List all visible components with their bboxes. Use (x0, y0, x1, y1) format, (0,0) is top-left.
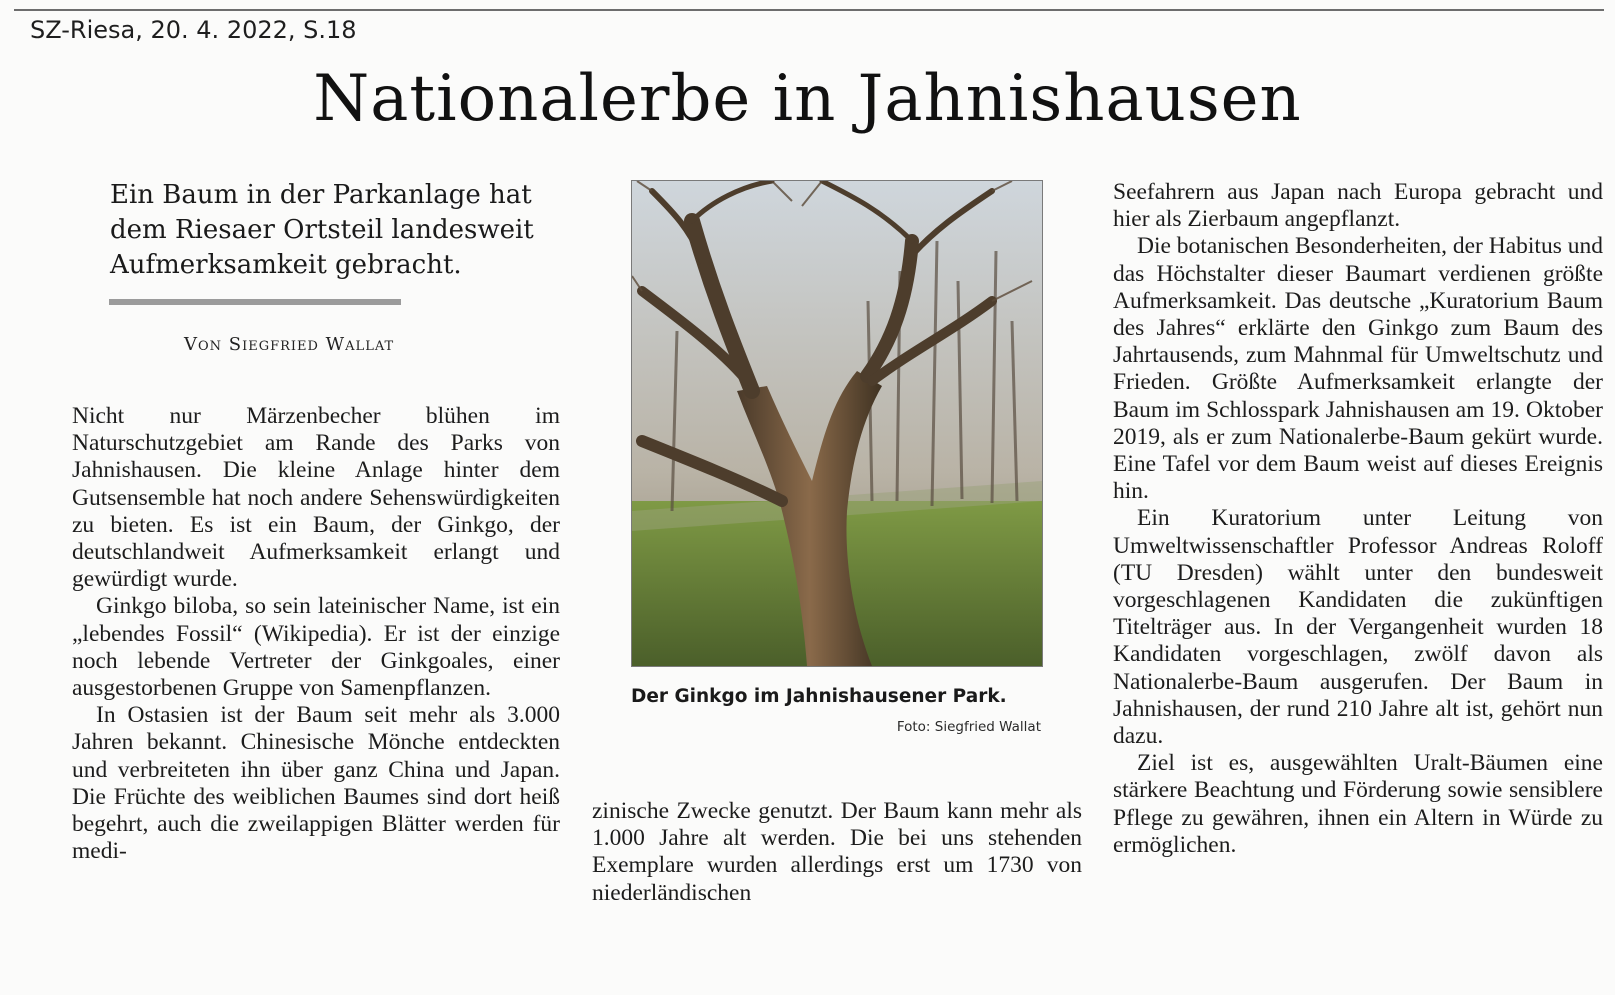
paragraph: Seefahrern aus Japan nach Europa gebracht und hier als Zierbaum angepflanzt. (1113, 179, 1603, 233)
article-column-2 (592, 798, 1082, 907)
ginkgo-tree-photo (631, 180, 1043, 667)
paragraph: In Ostasien ist der Baum seit mehr als 3.000 Jahren bekannt. Chinesische Mönche entdeckten und verbreiteten ihn über ganz China und Japan. Die Früchte des weiblichen Baumes sind dort heiß begehrt, auch die zweilappigen Blätter werden für medi- (72, 702, 560, 865)
photo-credit: Foto: Siegfried Wallat (896, 719, 1041, 735)
paragraph: Nicht nur Märzenbecher blühen im Naturschutzgebiet am Rande des Parks von Jahnishausen. Die kleine Anlage hinter dem Gutsensemble hat noch andere Sehenswürdigkeiten zu bieten. Es ist ein Baum, der Ginkgo, der deutschlandweit Aufmerksamkeit erlangt und gewürdigt wurde. (72, 403, 560, 593)
paragraph: Die botanischen Besonderheiten, der Habitus und das Höchstalter dieser Baumart verdienen größte Aufmerksamkeit. Das deutsche „Kuratorium Baum des Jahres“ erklärte den Ginkgo zum Baum des Jahrtausends, zum Mahnmal für Umweltschutz und Frieden. Größte Aufmerksamkeit erlangte der Baum im Schlosspark Jahnishausen am 19. Oktober 2019, als er zum Nationalerbe-Baum gekürt wurde. Eine Tafel vor dem Baum weist auf dieses Ereignis hin. (1113, 233, 1603, 505)
byline: Von Siegfried Wallat (184, 334, 395, 355)
article-column-1 (72, 403, 560, 865)
headline: Nationalerbe in Jahnishausen (313, 62, 1302, 136)
paragraph: Ziel ist es, ausgewählten Uralt-Bäumen eine stärkere Beachtung und Förderung sowie sensiblere Pflege zu gewähren, ihnen ein Altern in Würde zu ermöglichen. (1113, 750, 1603, 858)
paragraph: Ginkgo biloba, so sein lateinischer Name, ist ein „lebendes Fossil“ (Wikipedia). Er ist der einzige noch lebende Vertreter der Ginkgoales, einer ausgestorbenen Gruppe von Samenpflanzen. (72, 593, 560, 702)
teaser-divider (109, 299, 401, 305)
paragraph: Ein Kuratorium unter Leitung von Umweltwissenschaftler Professor Andreas Roloff (TU Dresden) wählt unter den bundesweit vorgeschlagenen Kandidaten die zukünftigen Titelträger aus. In der Vergangenheit wurden 18 Kandidaten vorgeschlagen, zwölf davon als Nationalerbe-Baum ausgerufen. Der Baum in Jahnishausen, der rund 210 Jahre alt ist, gehört nun dazu. (1113, 505, 1603, 750)
photo-caption: Der Ginkgo im Jahnishausener Park. (631, 686, 1007, 707)
top-rule (14, 9, 1604, 11)
article-column-3 (1113, 179, 1603, 859)
teaser: Ein Baum in der Parkanlage hat dem Riesaer Ortsteil landesweit Aufmerksamkeit gebracht. (110, 180, 534, 280)
paragraph: zinische Zwecke genutzt. Der Baum kann mehr als 1.000 Jahre alt werden. Die bei uns stehenden Exemplare wurden allerdings erst um 1730 von niederländischen (592, 798, 1082, 906)
source-line: SZ-Riesa, 20. 4. 2022, S.18 (30, 16, 357, 44)
